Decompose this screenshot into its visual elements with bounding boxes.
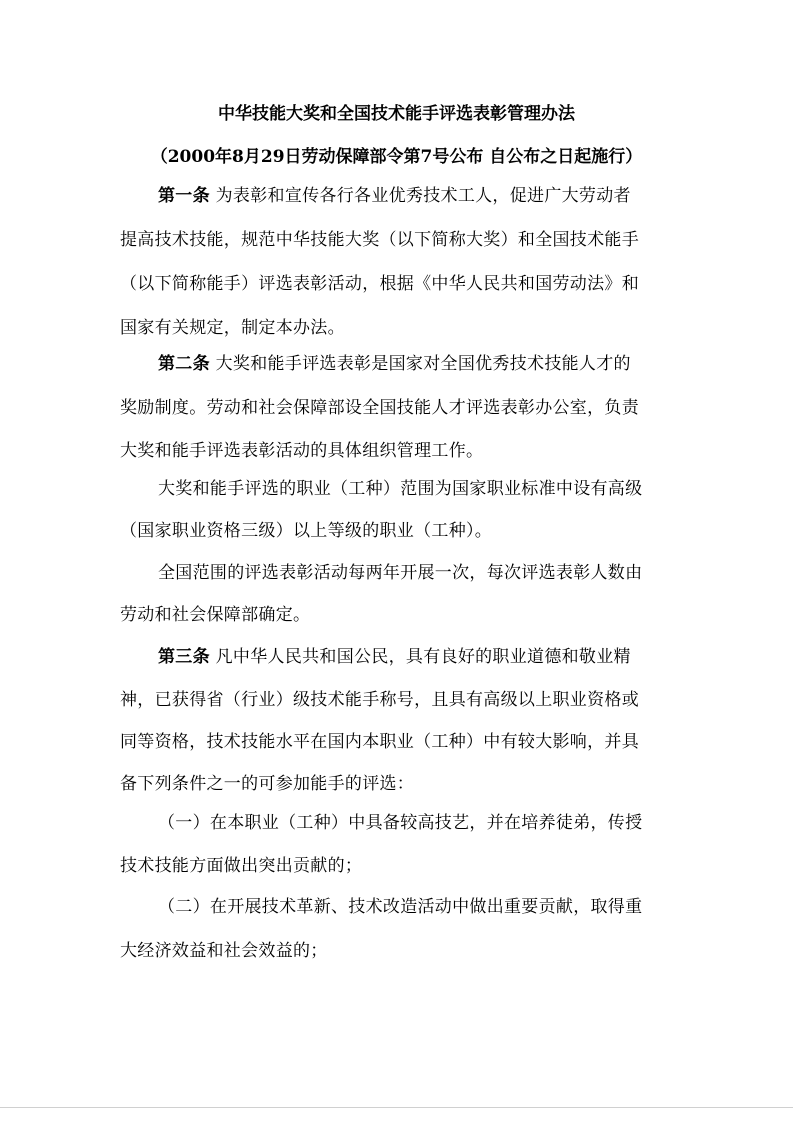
article-1-line-1 bbox=[158, 181, 680, 206]
document-title: 中华技能大奖和全国技术能手评选表彰管理办法 bbox=[218, 104, 575, 124]
article-2-text-1: 大奖和能手评选表彰是国家对全国优秀技术技能人才的 bbox=[215, 354, 631, 374]
article-3-item-1-line-1: （一）在本职业（工种）中具备较高技艺，并在培养徒弟，传授 bbox=[158, 813, 643, 833]
article-3-line-4: 备下列条件之一的可参加能手的评选： bbox=[120, 774, 415, 794]
article-1-label: 第一条 bbox=[158, 186, 210, 206]
article-1-line-4: 国家有关规定，制定本办法。 bbox=[120, 318, 345, 338]
article-2-line-2: 奖励制度。劳动和社会保障部设全国技能人才评选表彰办公室，负责 bbox=[120, 398, 639, 418]
article-1-line-3: （以下简称能手）评选表彰活动，根据《中华人民共和国劳动法》和 bbox=[120, 274, 639, 294]
article-2-para2-line-1: 大奖和能手评选的职业（工种）范围为国家职业标准中设有高级 bbox=[158, 479, 643, 499]
article-3-item-1-line-2: 技术技能方面做出突出贡献的； bbox=[120, 856, 363, 876]
document-subtitle: （2000年8月29日劳动保障部令第7号公布 自公布之日起施行） bbox=[150, 147, 643, 167]
article-3-text-1: 凡中华人民共和国公民，具有良好的职业道德和敬业精 bbox=[215, 647, 631, 667]
article-2-line-1 bbox=[158, 349, 680, 374]
article-3-line-3: 同等资格，技术技能水平在国内本职业（工种）中有较大影响，并具 bbox=[120, 732, 639, 752]
article-3-line-1 bbox=[158, 642, 680, 667]
article-3-item-2-line-1: （二）在开展技术革新、技术改造活动中做出重要贡献，取得重 bbox=[158, 897, 643, 917]
article-1-line-2: 提高技术技能，规范中华技能大奖（以下简称大奖）和全国技术能手 bbox=[120, 230, 639, 250]
article-2-line-3: 大奖和能手评选表彰活动的具体组织管理工作。 bbox=[120, 441, 484, 461]
article-2-label: 第二条 bbox=[158, 354, 210, 374]
article-2-para3-line-1: 全国范围的评选表彰活动每两年开展一次，每次评选表彰人数由 bbox=[158, 563, 643, 583]
article-3-item-2-line-2: 大经济效益和社会效益的； bbox=[120, 941, 328, 961]
article-3-label: 第三条 bbox=[158, 647, 210, 667]
article-2-para3-line-2: 劳动和社会保障部确定。 bbox=[120, 605, 311, 625]
page-bottom-divider bbox=[0, 1107, 793, 1108]
article-2-para2-line-2: （国家职业资格三级）以上等级的职业（工种）。 bbox=[120, 521, 493, 541]
article-3-line-2: 神，已获得省（行业）级技术能手称号，且具有高级以上职业资格或 bbox=[120, 690, 639, 710]
article-1-text-1: 为表彰和宣传各行各业优秀技术工人，促进广大劳动者 bbox=[215, 186, 631, 206]
